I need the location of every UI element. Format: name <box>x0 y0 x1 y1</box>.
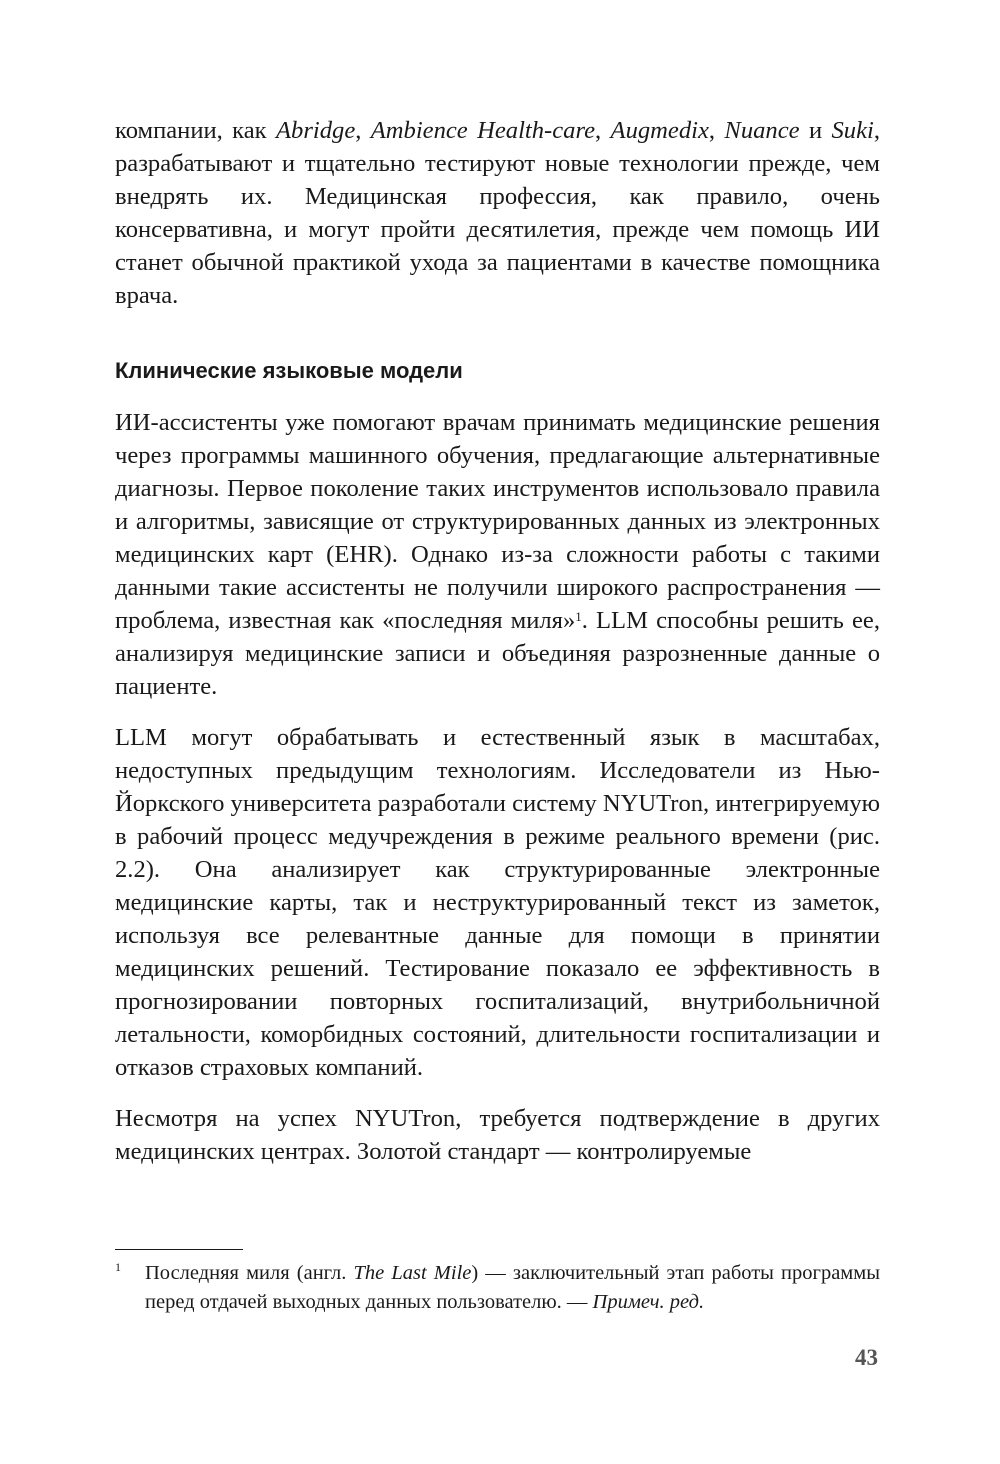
text-run: . LLM способны решить ее, анализируя медицинские записи и объединяя разрозненные данные о пациенте. <box>115 607 880 700</box>
page-number: 43 <box>855 1345 878 1370</box>
text-run: , <box>355 117 371 144</box>
footnote <box>115 1259 880 1317</box>
text-run: компании, как <box>115 117 276 144</box>
paragraph-validation: Несмотря на успех NYUTron, требуется подтверждение в других медицинских центрах. Золотой стандарт — контролируемые <box>115 1105 880 1165</box>
footnote-divider <box>115 1249 243 1250</box>
page-body <box>115 114 880 1168</box>
company-name: Suki <box>831 117 874 144</box>
editor-note: Примеч. ред. <box>592 1291 705 1313</box>
text-run: Последняя миля (англ. <box>145 1262 354 1284</box>
paragraph-nyutron: LLM могут обрабатывать и естественный язык в масштабах, недоступных предыдущим технологиям. Исследователи из Нью-Йоркского университета разработали систему NYUTron, интегрируемую в рабочий процесс медучреждения в режиме реального времени (рис. 2.2). Она анализирует как структурированные электронные медицинские карты, так и неструктурированный текст из заметок, используя все релевантные данные для помощи в принятии медицинских решений. Тестирование показало ее эффективность в прогнозировании повторных госпитализаций, внутрибольничной летальности, коморбидных состояний, длительности госпитализации и отказов страховых компаний. <box>115 724 880 1081</box>
section-heading: Клинические языковые модели <box>115 358 463 383</box>
company-name: Nuance <box>724 117 800 144</box>
footnote-term: The Last Mile <box>353 1262 472 1284</box>
company-name: Abridge <box>276 117 356 144</box>
footnote-reference[interactable]: 1 <box>575 609 582 624</box>
company-name: Augmedix <box>610 117 709 144</box>
paragraph-assistants <box>115 406 880 703</box>
text-run: , <box>708 117 725 144</box>
text-run: ИИ-ассистенты уже помогают врачам принимать медицинские решения через программы машинного обучения, предлагающие альтернативные диагнозы. Первое поколение таких инструментов использовало правила и алгоритмы, зависящие от структурированных данных из электронных медицинских карт (EHR). Однако из-за сложности работы с такими данными такие ассистенты не получили широкого распространения — проблема, известная как «последняя миля» <box>115 409 880 634</box>
company-name: Ambience Health-care <box>370 117 596 144</box>
text-run: , разрабатывают и тщательно тестируют новые технологии прежде, чем внедрять их. Медицинская профессия, как правило, очень консервативна, и могут пройти десятилетия, прежде чем помощь ИИ станет обычной практикой ухода за пациентами в качестве помощника врача. <box>115 117 880 309</box>
text-run: ) — заключительный этап работы программы перед отдачей выходных данных пользователю. — <box>145 1262 881 1313</box>
paragraph-intro <box>115 114 880 312</box>
text-run: , <box>595 117 611 144</box>
footnote-number: 1 <box>115 1260 121 1274</box>
footnote-text <box>145 1259 880 1317</box>
text-run: и <box>799 117 832 144</box>
